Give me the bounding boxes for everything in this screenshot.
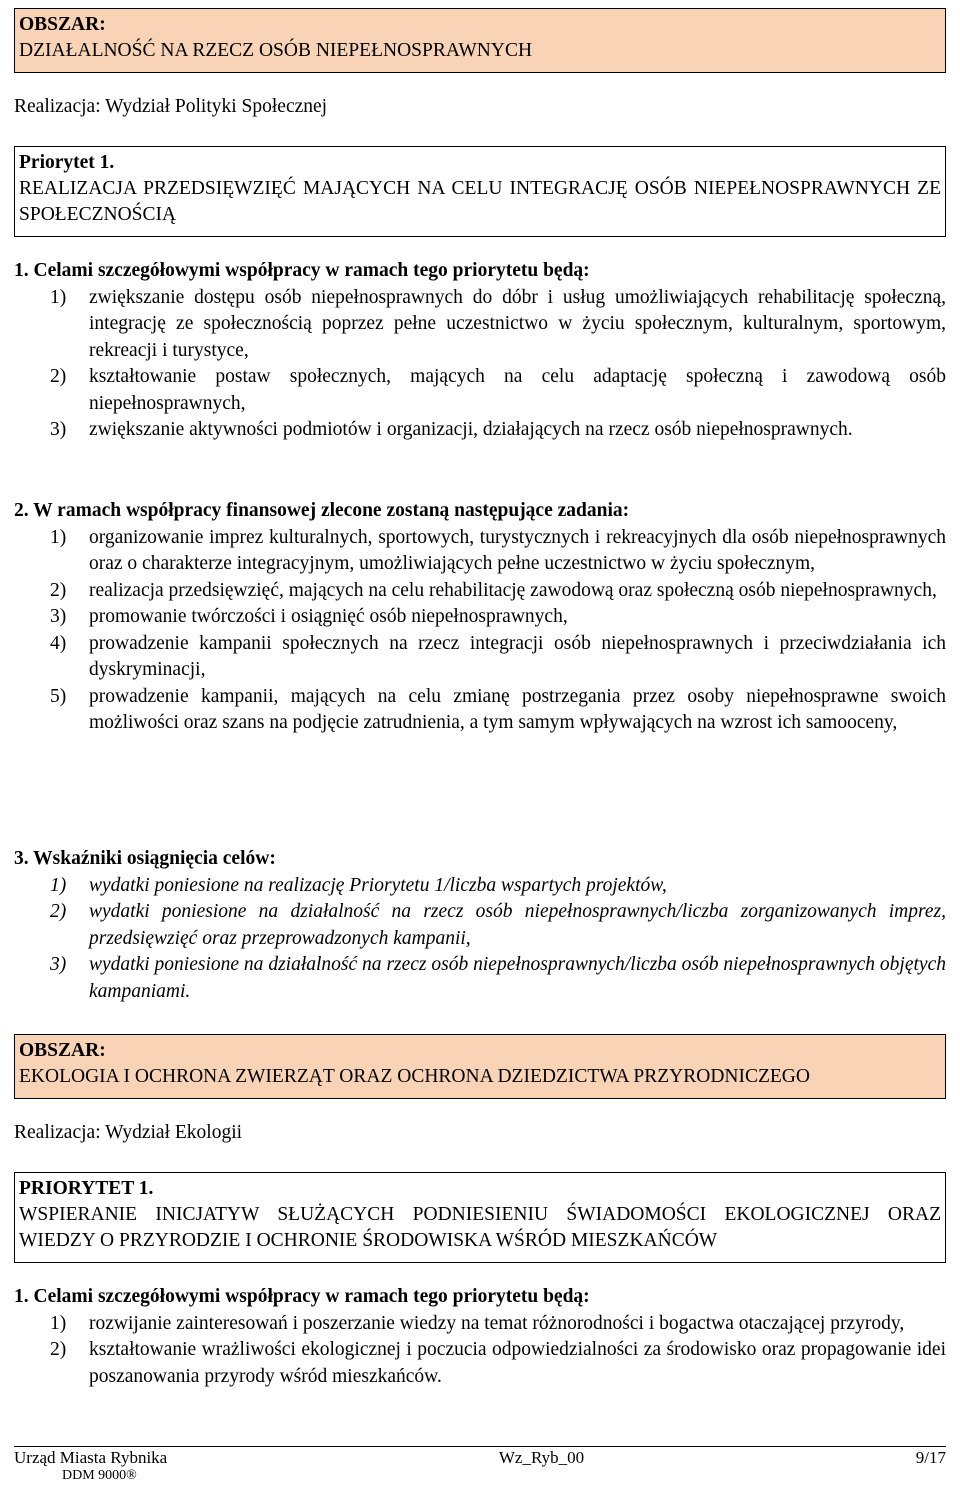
goals-list [14, 285, 946, 444]
realization-unit: Realizacja: Wydział Polityki Społecznej [14, 96, 328, 117]
area-box-disability [14, 8, 946, 73]
tasks-heading: 2. W ramach współpracy finansowej zlecone zostaną następujące zadania: [14, 500, 630, 521]
list-item: 3) zwiększanie aktywności podmiotów i organizacji, działających na rzecz osób niepełnosprawnych. [50, 419, 853, 440]
priority-box [14, 146, 946, 237]
list-item: 3) wydatki poniesione na działalność na rzecz osób niepełnosprawnych/liczba osób niepełnosprawnych objętych kampaniami. [50, 954, 946, 1002]
priority-label: Priorytet 1. [19, 152, 115, 173]
goals-heading: 1. Celami szczegółowymi współpracy w ramach tego priorytetu będą: [14, 260, 590, 281]
footer-org: Urząd Miasta Rybnika [14, 1448, 168, 1467]
list-item: 1) wydatki poniesione na realizację Priorytetu 1/liczba wspartych projektów, [50, 874, 667, 896]
section-1-indicators [14, 846, 946, 1005]
page-footer [14, 1446, 946, 1484]
list-item: 2) kształtowanie postaw społecznych, mających na celu adaptację społeczną i zawodową osób niepełnosprawnych, [50, 366, 946, 414]
priority-box [14, 1172, 946, 1263]
list-item: 1) zwiększanie dostępu osób niepełnosprawnych do dóbr i usług umożliwiających rehabilitację społeczną, integrację ze społecznością poprzez pełne uczestnictwo w życiu społecznym, kulturalnym, sportowym, rekreacji i turystyce, [50, 286, 946, 361]
goals-heading: 1. Celami szczegółowymi współpracy w ramach tego priorytetu będą: [14, 1286, 590, 1307]
list-item: 2) kształtowanie wrażliwości ekologicznej i poczucia odpowiedzialności za środowisko oraz propagowanie idei poszanowania przyrody wśród mieszkańców. [50, 1339, 946, 1387]
list-item: 1) rozwijanie zainteresowań i poszerzanie wiedzy na temat różnorodności i bogactwa otaczającej przyrody, [50, 1312, 905, 1334]
priority-label: PRIORYTET 1. [19, 1178, 154, 1199]
list-item: 3) promowanie twórczości i osiągnięć osób niepełnosprawnych, [50, 606, 568, 627]
tasks-list [14, 525, 946, 737]
list-item: 5) prowadzenie kampanii, mających na celu zmianę postrzegania przez osoby niepełnosprawne swoich możliwości oraz szans na podjęcie zatrudnienia, a tym samym wpływających na wzrost ich samooceny, [50, 685, 946, 733]
list-item: 4) prowadzenie kampanii społecznych na rzecz integracji osób niepełnosprawnych i przeciwdziałania ich dyskryminacji, [50, 632, 946, 680]
list-item: 1) organizowanie imprez kulturalnych, sportowych, turystycznych i rekreacyjnych dla osób niepełnosprawnych oraz o charakterze integracyjnym, umożliwiających pełne uczestnictwo w życiu społecznym, [50, 526, 946, 574]
priority-title: REALIZACJA PRZEDSIĘWZIĘĆ MAJĄCYCH NA CELU INTEGRACJĘ OSÓB NIEPEŁNOSPRAWNYCH ZE SPOŁECZNOŚCIĄ [19, 178, 941, 225]
realization-unit: Realizacja: Wydział Ekologii [14, 1122, 243, 1143]
section-2-goals [14, 1284, 946, 1390]
goals-list [14, 1311, 946, 1391]
area-title: DZIAŁALNOŚĆ NA RZECZ OSÓB NIEPEŁNOSPRAWNYCH [19, 40, 533, 61]
indicators-heading: 3. Wskaźniki osiągnięcia celów: [14, 848, 276, 869]
footer-sub: DDM 9000® [62, 1468, 137, 1483]
footer-code: Wz_Ryb_00 [498, 1448, 585, 1467]
priority-title: WSPIERANIE INICJATYW SŁUŻĄCYCH PODNIESIENIU ŚWIADOMOŚCI EKOLOGICZNEJ ORAZ WIEDZY O PRZYRODZIE I OCHRONIE ŚRODOWISKA WŚRÓD MIESZKAŃCÓW [19, 1204, 941, 1251]
area-label: OBSZAR: [19, 14, 106, 35]
footer-page-number: 9/17 [915, 1448, 946, 1467]
area-box-ecology [14, 1034, 946, 1099]
area-label: OBSZAR: [19, 1040, 106, 1061]
section-1-goals [14, 258, 946, 444]
list-item: 2) realizacja przedsięwzięć, mających na celu rehabilitację zawodową oraz społeczną osób niepełnosprawnych, [50, 579, 937, 601]
section-1-tasks [14, 498, 946, 737]
indicators-list [14, 873, 946, 1006]
list-item: 2) wydatki poniesione na działalność na rzecz osób niepełnosprawnych/liczba zorganizowanych imprez, przedsięwzięć oraz przeprowadzonych kampanii, [50, 901, 946, 949]
area-title: EKOLOGIA I OCHRONA ZWIERZĄT ORAZ OCHRONA DZIEDZICTWA PRZYRODNICZEGO [19, 1066, 810, 1087]
